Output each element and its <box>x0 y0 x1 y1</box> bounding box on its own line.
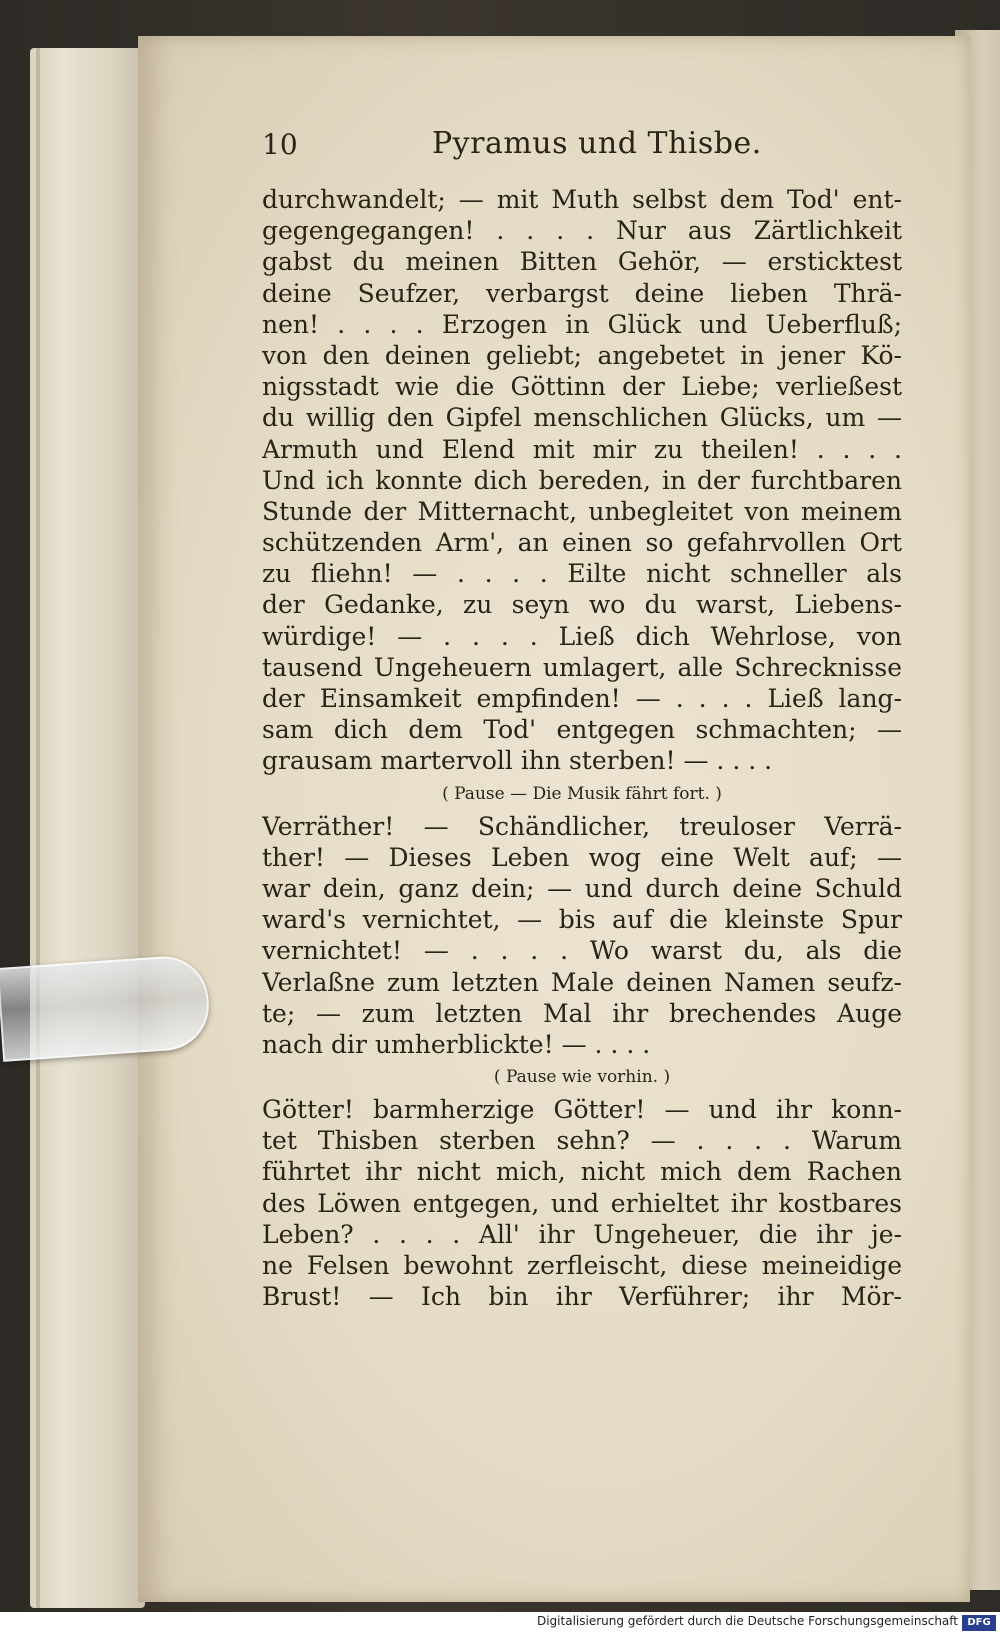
text-line: tausend Ungeheuern umlagert, alle Schrecknisse <box>262 652 902 682</box>
text-line: te; — zum letzten Mal ihr brechendes Auge <box>262 998 902 1028</box>
text-line: zu fliehn! — . . . . Eilte nicht schneller als <box>262 559 902 589</box>
text-line: führtet ihr nicht mich, nicht mich dem Rachen <box>262 1157 902 1187</box>
text-line: Brust! — Ich bin ihr Verführer; ihr Mör- <box>262 1282 902 1312</box>
stage-direction: ( Pause — Die Musik fährt fort. ) <box>442 783 722 804</box>
text-line: gegengegangen! . . . . Nur aus Zärtlichkeit <box>262 216 902 246</box>
text-line: Stunde der Mitternacht, unbegleitet von meinem <box>262 496 902 526</box>
text-line: Und ich konnte dich bereden, in der furchtbaren <box>262 465 902 495</box>
text-line: nigsstadt wie die Göttinn der Liebe; verließest <box>262 372 902 402</box>
text-line: durchwandelt; — mit Muth selbst dem Tod' ent- <box>262 185 902 214</box>
text-line: ne Felsen bewohnt zerfleischt, diese meineidige <box>262 1251 902 1280</box>
book-cover-edge <box>30 48 145 1608</box>
text-line: ther! — Dieses Leben wog eine Welt auf; — <box>262 842 902 872</box>
text-line: von den deinen geliebt; angebetet in jener Kö- <box>262 340 902 370</box>
page-number: 10 <box>262 128 298 161</box>
text-line: der Einsamkeit empfinden! — . . . . Ließ lang- <box>262 684 902 713</box>
text-line: nen! . . . . Erzogen in Glück und Ueberfluß; <box>262 309 902 339</box>
text-line: schützenden Arm', an einen so gefahrvollen Ort <box>262 528 902 558</box>
text-line: ward's vernichtet, — bis auf die kleinste Spur <box>262 905 902 935</box>
text-line: der Gedanke, zu seyn wo du warst, Liebens- <box>262 590 902 620</box>
text-line: deine Seufzer, verbargst deine lieben Thrä- <box>262 278 902 308</box>
funding-credit: Digitalisierung gefördert durch die Deutsche Forschungsgemeinschaft <box>536 1614 958 1628</box>
text-line: Verlaßne zum letzten Male deinen Namen seufz- <box>262 967 902 997</box>
footer-bar <box>0 1612 1000 1634</box>
text-line: Götter! barmherzige Götter! — und ihr konn- <box>262 1095 902 1125</box>
text-line: war dein, ganz dein; — und durch deine Schuld <box>262 873 902 903</box>
text-line: sam dich dem Tod' entgegen schmachten; — <box>262 715 902 745</box>
text-line: vernichtet! — . . . . Wo warst du, als die <box>262 936 902 966</box>
text-line: du willig den Gipfel menschlichen Glücks, um — <box>262 403 902 433</box>
text-line: nach dir umherblickte! — . . . . <box>262 1029 651 1059</box>
text-line: des Löwen entgegen, und erhieltet ihr kostbares <box>262 1188 902 1218</box>
plastic-page-clip <box>0 954 212 1062</box>
text-line: Armuth und Elend mit mir zu theilen! . . . . <box>262 434 902 464</box>
body-text <box>262 184 902 1312</box>
text-line: würdige! — . . . . Ließ dich Wehrlose, von <box>262 621 902 651</box>
text-line: Leben? . . . . All' ihr Ungeheuer, die ihr je- <box>262 1219 902 1249</box>
text-line: tet Thisben sterben sehn? — . . . . Warum <box>262 1126 902 1156</box>
text-line: Verräther! — Schändlicher, treuloser Verrä- <box>262 811 902 841</box>
page-header <box>262 122 902 166</box>
stage-direction: ( Pause wie vorhin. ) <box>493 1067 671 1088</box>
running-title: Pyramus und Thisbe. <box>432 126 762 161</box>
dfg-logo: DFG <box>962 1615 996 1631</box>
text-line: gabst du meinen Bitten Gehör, — ersticktest <box>262 247 902 277</box>
text-line: grausam martervoll ihn sterben! — . . . . <box>262 746 773 776</box>
